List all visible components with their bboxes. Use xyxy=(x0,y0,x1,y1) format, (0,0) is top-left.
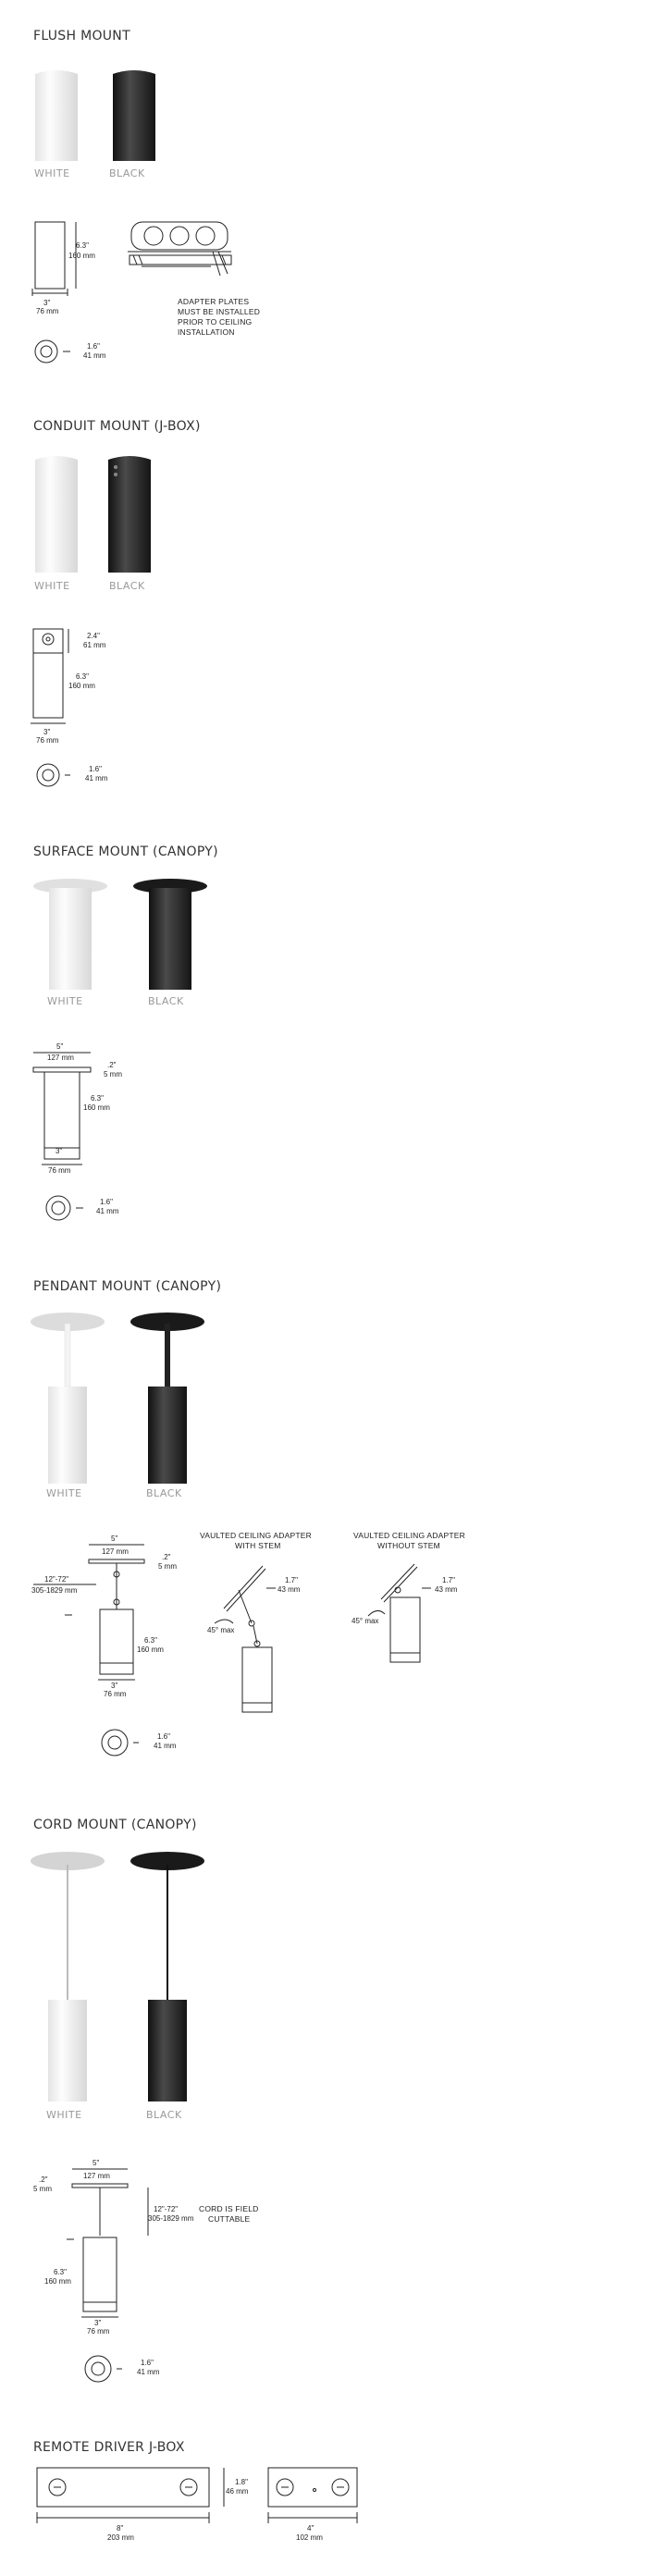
driver-length-mm: 203 mm xyxy=(107,2533,134,2542)
flush-height-mm: 160 mm xyxy=(68,252,95,260)
cord-black-fixture-image xyxy=(130,1852,205,2101)
cord-canopy-h-mm: 5 mm xyxy=(33,2185,52,2193)
cord-length-in: 12"-72" xyxy=(154,2205,179,2213)
flush-white-fixture-image xyxy=(35,67,78,161)
vaulted-nostem-in: 1.7" xyxy=(442,1576,455,1584)
conduit-height-in: 6.3" xyxy=(76,672,89,681)
flush-black-label: BLACK xyxy=(109,167,145,179)
vaulted-nostem-title-2: WITHOUT STEM xyxy=(377,1541,440,1550)
flush-mount-title: FLUSH MOUNT xyxy=(33,29,130,43)
flush-width-in: 3" xyxy=(43,299,51,307)
cord-dimension-drawing xyxy=(28,2158,259,2398)
cord-white-label: WHITE xyxy=(46,2109,82,2121)
surface-height-mm: 160 mm xyxy=(83,1103,110,1112)
surface-aperture-in: 1.6" xyxy=(100,1198,113,1206)
surface-width-in: 3" xyxy=(56,1147,63,1155)
flush-aperture-mm: 41 mm xyxy=(83,351,106,360)
vaulted-nostem-angle: 45° max xyxy=(352,1617,379,1625)
driver-length-in: 8" xyxy=(117,2524,124,2533)
surface-mount-title: SURFACE MOUNT (CANOPY) xyxy=(33,844,218,859)
surface-height-in: 6.3" xyxy=(91,1094,104,1103)
pendant-canopy-h-in: .2" xyxy=(162,1553,171,1561)
cord-aperture-in: 1.6" xyxy=(141,2359,154,2367)
conduit-box-mm: 61 mm xyxy=(83,641,106,649)
flush-dimension-drawing xyxy=(28,217,130,375)
pendant-white-label: WHITE xyxy=(46,1487,82,1499)
cord-black-label: BLACK xyxy=(146,2109,182,2121)
cord-note-line-2: CUTTABLE xyxy=(208,2214,251,2224)
conduit-width-mm: 76 mm xyxy=(36,736,59,745)
cord-width-mm: 76 mm xyxy=(87,2327,110,2336)
surface-canopy-h-mm: 5 mm xyxy=(104,1070,122,1078)
cord-height-in: 6.3" xyxy=(54,2268,67,2276)
conduit-aperture-mm: 41 mm xyxy=(85,774,108,783)
driver-height-mm: 46 mm xyxy=(226,2487,249,2496)
flush-note-line-1: ADAPTER PLATES xyxy=(178,297,250,306)
surface-canopy-h-in: .2" xyxy=(107,1061,117,1069)
pendant-canopy-h-mm: 5 mm xyxy=(158,1562,177,1571)
flush-install-note xyxy=(178,296,279,340)
flush-note-line-3: PRIOR TO CEILING xyxy=(178,317,253,327)
cord-note-line-1: CORD IS FIELD xyxy=(199,2204,259,2213)
driver-width-in: 4" xyxy=(307,2524,315,2533)
flush-aperture-in: 1.6" xyxy=(87,342,100,351)
surface-white-fixture-image xyxy=(32,879,108,990)
cord-canopy-h-in: .2" xyxy=(39,2175,48,2184)
flush-adapter-plate-drawing xyxy=(128,218,239,292)
flush-white-label: WHITE xyxy=(34,167,70,179)
vaulted-stem-angle: 45° max xyxy=(207,1626,235,1634)
surface-aperture-mm: 41 mm xyxy=(96,1207,119,1215)
driver-height-in: 1.8" xyxy=(235,2478,248,2486)
flush-black-fixture-image xyxy=(113,67,155,161)
conduit-white-fixture-image xyxy=(35,452,78,573)
conduit-aperture-in: 1.6" xyxy=(89,765,102,773)
pendant-stem-in: 12"-72" xyxy=(44,1575,69,1584)
pendant-black-label: BLACK xyxy=(146,1487,182,1499)
pendant-height-mm: 160 mm xyxy=(137,1645,164,1654)
pendant-width-in: 3" xyxy=(111,1682,118,1690)
cord-canopy-mm: 127 mm xyxy=(83,2172,110,2180)
surface-canopy-mm: 127 mm xyxy=(47,1054,74,1062)
pendant-canopy-mm: 127 mm xyxy=(102,1547,129,1556)
cord-aperture-mm: 41 mm xyxy=(137,2368,160,2376)
cord-canopy-in: 5" xyxy=(93,2159,100,2167)
driver-jbox-title: REMOTE DRIVER J-BOX xyxy=(33,2440,185,2455)
surface-black-fixture-image xyxy=(132,879,208,990)
conduit-box-in: 2.4" xyxy=(87,632,100,640)
surface-canopy-in: 5" xyxy=(56,1042,64,1051)
pendant-white-fixture-image xyxy=(30,1313,105,1484)
flush-note-line-4: INSTALLATION xyxy=(178,327,235,337)
pendant-canopy-in: 5" xyxy=(111,1535,118,1543)
surface-dimension-drawing xyxy=(26,1043,146,1238)
vaulted-stem-in: 1.7" xyxy=(285,1576,298,1584)
pendant-dimension-drawing xyxy=(28,1534,194,1765)
flush-width-mm: 76 mm xyxy=(36,307,59,315)
pendant-vaulted-with-stem-drawing xyxy=(196,1531,326,1734)
vaulted-nostem-title-1: VAULTED CEILING ADAPTER xyxy=(353,1531,465,1540)
vaulted-stem-mm: 43 mm xyxy=(278,1585,301,1594)
surface-width-mm: 76 mm xyxy=(48,1166,71,1175)
pendant-aperture-mm: 41 mm xyxy=(154,1742,177,1750)
cord-mount-title: CORD MOUNT (CANOPY) xyxy=(33,1818,197,1832)
cord-width-in: 3" xyxy=(94,2319,102,2327)
vaulted-stem-title-1: VAULTED CEILING ADAPTER xyxy=(200,1531,312,1540)
pendant-stem-mm: 305-1829 mm xyxy=(31,1586,78,1595)
pendant-black-fixture-image xyxy=(130,1313,205,1484)
pendant-width-mm: 76 mm xyxy=(104,1690,127,1698)
driver-jbox-side-drawing xyxy=(33,2464,274,2557)
vaulted-stem-title-2: WITH STEM xyxy=(235,1541,281,1550)
flush-note-line-2: MUST BE INSTALLED xyxy=(178,307,261,316)
conduit-dimension-drawing xyxy=(28,625,130,792)
driver-jbox-end-drawing xyxy=(265,2464,366,2557)
pendant-height-in: 6.3" xyxy=(144,1636,157,1645)
conduit-width-in: 3" xyxy=(43,728,51,736)
cord-white-fixture-image xyxy=(30,1852,105,2101)
pendant-mount-title: PENDANT MOUNT (CANOPY) xyxy=(33,1279,222,1294)
conduit-mount-title: CONDUIT MOUNT (J-BOX) xyxy=(33,419,201,434)
conduit-white-label: WHITE xyxy=(34,580,70,592)
conduit-black-fixture-image xyxy=(108,452,151,573)
cord-length-mm: 305-1829 mm xyxy=(148,2214,194,2223)
flush-height-in: 6.3" xyxy=(76,241,89,250)
surface-white-label: WHITE xyxy=(47,995,83,1007)
conduit-black-label: BLACK xyxy=(109,580,145,592)
driver-width-mm: 102 mm xyxy=(296,2533,323,2542)
surface-black-label: BLACK xyxy=(148,995,184,1007)
vaulted-nostem-mm: 43 mm xyxy=(435,1585,458,1594)
cord-height-mm: 160 mm xyxy=(44,2277,71,2286)
pendant-aperture-in: 1.6" xyxy=(157,1732,170,1741)
pendant-vaulted-without-stem-drawing xyxy=(348,1531,477,1679)
conduit-height-mm: 160 mm xyxy=(68,682,95,690)
